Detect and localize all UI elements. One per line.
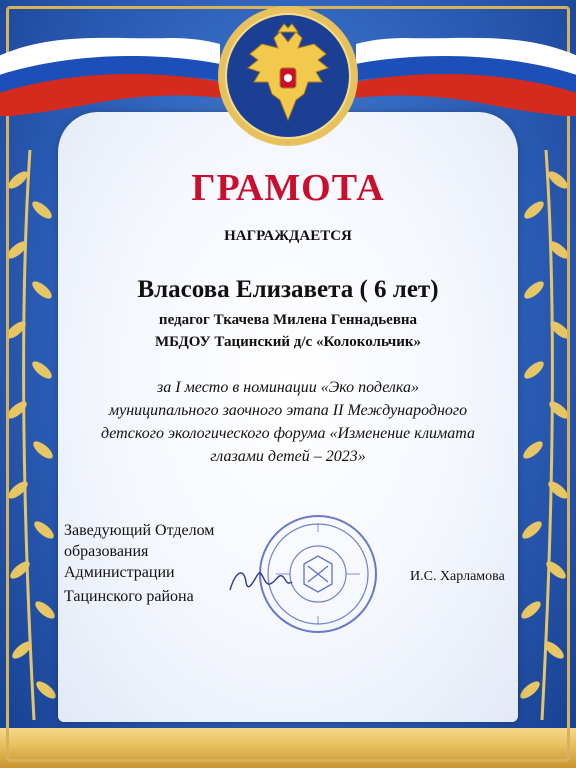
- flag-ribbon-left-icon: [0, 20, 240, 116]
- awarded-label: НАГРАЖДАЕТСЯ: [224, 228, 352, 244]
- certificate-title: ГРАМОТА: [191, 167, 385, 209]
- signatory-title-line: Заведующий Отделом: [64, 522, 215, 539]
- merit-line: глазами детей – 2023»: [210, 448, 366, 465]
- merit-line: муниципального заочного этапа II Международного: [108, 402, 468, 419]
- teacher-line: педагог Ткачева Милена Геннадьевна: [158, 312, 418, 328]
- signatory-title-line: Тацинского района: [64, 588, 194, 605]
- handwritten-signature-icon: [226, 560, 296, 600]
- signer-name: И.С. Харламова: [410, 569, 505, 584]
- merit-line: детского экологического форума «Изменение климата: [100, 425, 476, 442]
- flag-ribbon-right-icon: [336, 20, 576, 116]
- signatory-title-line: Администрации: [64, 564, 175, 581]
- russian-double-headed-eagle-icon: [214, 2, 362, 150]
- institution-line: МБДОУ Тацинский д/с «Колокольчик»: [154, 334, 421, 350]
- signatory-title-line: образования: [64, 543, 149, 560]
- merit-line: за I место в номинации «Эко поделка»: [157, 379, 419, 396]
- recipient-name: Власова Елизавета ( 6 лет): [137, 276, 439, 303]
